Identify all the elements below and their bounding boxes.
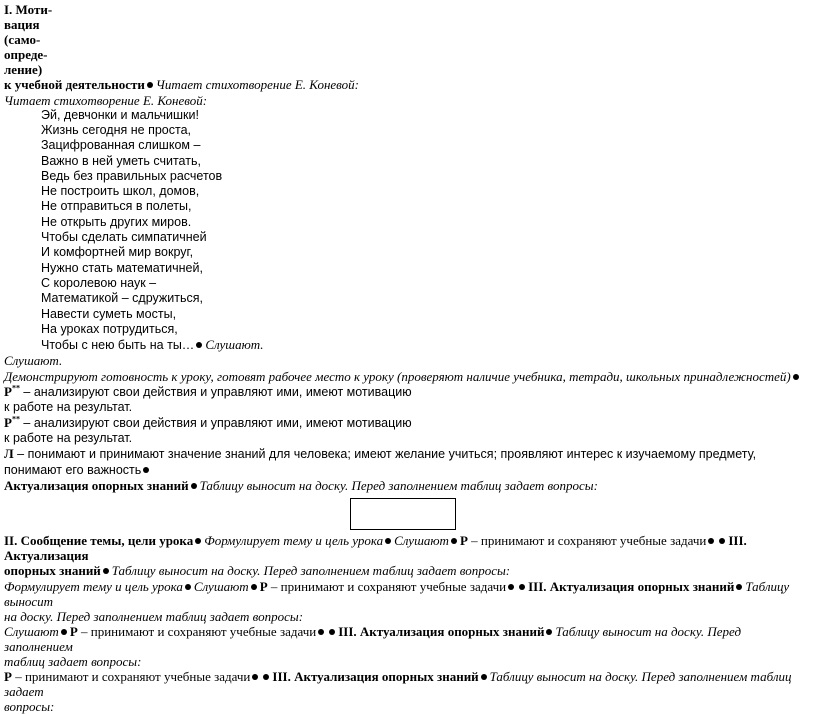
bullet-icon xyxy=(736,584,742,590)
bullet-icon xyxy=(546,629,552,635)
stage1-title-line: вация xyxy=(4,17,40,33)
stage2-line xyxy=(4,624,812,654)
poem-line: Чтобы сделать симпатичней xyxy=(41,230,207,245)
stage1-heading-line xyxy=(4,77,812,92)
regulatory-sup: ** xyxy=(11,383,20,393)
bullet-icon xyxy=(719,538,725,544)
poem-line: С королевою наук – xyxy=(41,275,157,290)
stage3-title: III. Актуализация опорных знаний xyxy=(272,669,479,685)
stage2-listen: Слушают xyxy=(4,623,59,639)
students-listen-repeat: Слушают. xyxy=(4,353,63,369)
stage2-line xyxy=(4,579,812,609)
students-ready: Демонстрируют готовность к уроку, готовят рабочее место к уроку (проверяют наличие учебника, тетради, школьных принадлежностей) xyxy=(4,368,791,384)
teacher-reads-poem-repeat: Читает стихотворение Е. Коневой: xyxy=(4,92,208,108)
regulatory-label: Р xyxy=(4,383,12,399)
personal-line xyxy=(4,446,812,478)
stage2-line xyxy=(4,533,812,563)
teacher-reads-poem: Читает стихотворение Е. Коневой: xyxy=(155,77,359,93)
stage1-title-line: опреде- xyxy=(4,47,48,63)
stage2-r-text: – принимают и сохраняют учебные задачи xyxy=(467,533,707,549)
bullet-icon xyxy=(251,584,257,590)
stage3-title-a: III. Актуализация xyxy=(4,533,747,564)
regulatory-text-end: к работе на результат. xyxy=(4,399,133,414)
bullet-icon xyxy=(329,629,335,635)
bullet-icon xyxy=(143,467,149,473)
poem-line: Важно в ней уметь считать, xyxy=(41,153,201,168)
poem-line: Не построить школ, домов, xyxy=(41,184,200,199)
stage3-board-e: Таблицу выносит на доску. Перед заполнением таблиц задает xyxy=(4,669,792,700)
stage3-board-d: таблиц задает вопросы: xyxy=(4,654,142,669)
stage3-teacher: Таблицу выносит на доску. Перед заполнением таблиц задает вопросы: xyxy=(199,478,598,494)
regulatory-text: – анализируют свои действия и управляют ими, имеют мотивацию xyxy=(19,415,412,430)
stage2-r-label: Р xyxy=(4,669,12,685)
bullet-icon xyxy=(191,483,197,489)
stage2-r-text: – принимают и сохраняют учебные задачи xyxy=(11,669,251,685)
personal-text: – понимают и принимают значение знаний для человека; имеют желание учиться; проявляют интерес к изучаемому предмету, понимают его важность xyxy=(4,446,757,478)
bullet-icon xyxy=(196,342,202,348)
stage1-title-line: (само- xyxy=(4,32,41,48)
poem-line: Не отправиться в полеты, xyxy=(41,199,192,214)
stage2-teacher: Формулирует тему и цель урока xyxy=(4,578,183,594)
poem-line: И комфортней мир вокруг, xyxy=(41,245,194,260)
stage2-title: II. Сообщение темы, цели урока xyxy=(4,533,194,549)
poem-line: Навести суметь мосты, xyxy=(41,306,177,321)
bullet-icon xyxy=(263,674,269,680)
bullet-icon xyxy=(318,629,324,635)
poem-line: Зацифрованная слишком – xyxy=(41,138,201,153)
stage2-listen: Слушают xyxy=(394,533,449,549)
bullet-icon xyxy=(451,538,457,544)
poem-line: Нужно стать математичней, xyxy=(41,260,203,275)
stage2-line xyxy=(4,669,812,699)
students-listen: Слушают. xyxy=(205,337,264,353)
stage2-line xyxy=(4,563,812,578)
poem-block xyxy=(41,108,812,354)
stage2-r-label: Р xyxy=(69,623,78,639)
empty-table-box xyxy=(350,498,456,530)
regulatory-text-end: к работе на результат. xyxy=(4,430,133,445)
regulatory-line-repeat xyxy=(4,415,812,431)
poem-line: Жизнь сегодня не проста, xyxy=(41,122,192,137)
poem-line: Математикой – сдружиться, xyxy=(41,291,204,306)
stage3-title: Актуализация опорных знаний xyxy=(4,478,189,494)
stage3-title-b: опорных знаний xyxy=(4,563,101,579)
bullet-icon xyxy=(508,584,514,590)
stage2-r-text: – принимают и сохраняют учебные задачи xyxy=(77,623,317,639)
stage2-r-text: – принимают и сохраняют учебные задачи xyxy=(267,578,507,594)
stage3-board-c: Таблицу выносит на доску. Перед заполнением xyxy=(4,623,742,654)
bullet-icon xyxy=(252,674,258,680)
stage2-teacher: Формулирует тему и цель урока xyxy=(204,533,384,549)
bullet-icon xyxy=(708,538,714,544)
poem-line-last xyxy=(41,337,812,353)
poem-line: На уроках потрудиться, xyxy=(41,321,178,336)
stage2-listen: Слушают xyxy=(193,578,249,594)
bullet-icon xyxy=(195,538,201,544)
bullet-icon xyxy=(519,584,525,590)
stage3-title: III. Актуализация опорных знаний xyxy=(338,623,545,639)
stage1-title-line: I. Моти- xyxy=(4,2,53,17)
stage3-board-a: Таблицу выносит xyxy=(4,578,790,609)
bullet-icon xyxy=(481,674,487,680)
poem-line: Не открыть других миров. xyxy=(41,214,192,229)
stage3-title: III. Актуализация опорных знаний xyxy=(528,578,735,594)
stage3-board: Таблицу выносит на доску. Перед заполнением таблиц задает вопросы: xyxy=(111,563,511,579)
bullet-icon xyxy=(385,538,391,544)
poem-line-text: Чтобы с нею быть на ты… xyxy=(41,338,195,353)
stage2-r-label: Р xyxy=(259,578,268,594)
students-ready-line xyxy=(4,369,812,400)
bullet-icon xyxy=(103,568,109,574)
bullet-icon xyxy=(147,82,153,88)
poem-line: Эй, девчонки и мальчишки! xyxy=(41,107,199,122)
bullet-icon xyxy=(793,374,799,380)
personal-label: Л xyxy=(4,445,14,461)
poem-line: Ведь без правильных расчетов xyxy=(41,168,223,183)
stage1-title-rest: к учебной деятельности xyxy=(4,77,145,93)
stage1-title-line: ление) xyxy=(4,62,43,78)
stage3-heading-line xyxy=(4,478,812,493)
regulatory-label: Р xyxy=(4,414,12,430)
stage3-board-f: вопросы: xyxy=(4,699,55,714)
stage3-board-b: на доску. Перед заполнением таблиц задает вопросы: xyxy=(4,608,304,624)
regulatory-text: – анализируют свои действия и управляют ими, имеют мотивацию xyxy=(19,384,412,399)
bullet-icon xyxy=(61,629,67,635)
stage2-r-label: Р xyxy=(459,533,468,549)
bullet-icon xyxy=(185,584,191,590)
regulatory-sup: ** xyxy=(11,414,20,424)
